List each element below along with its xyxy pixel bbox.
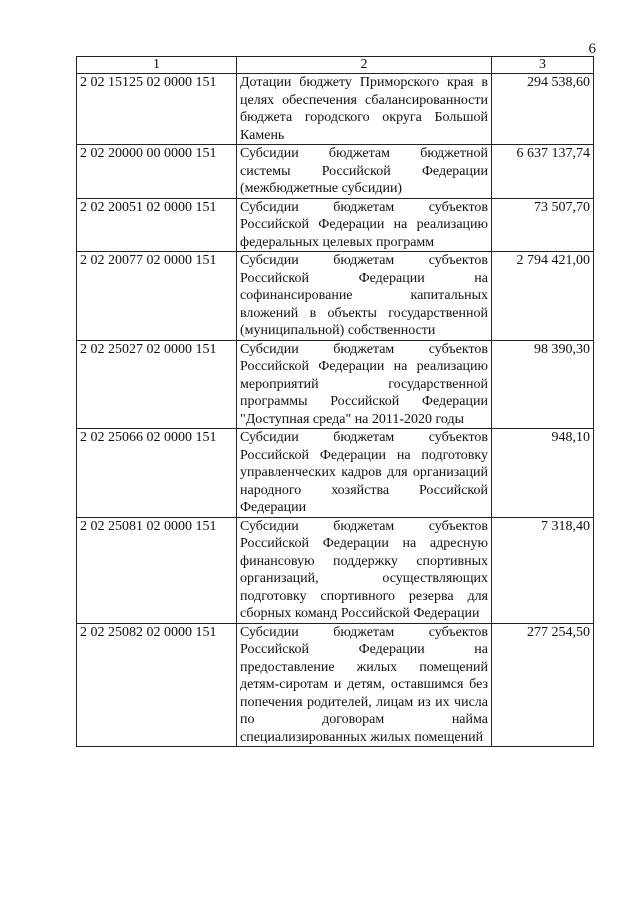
budget-code-cell: 2 02 20000 00 0000 151 bbox=[77, 145, 237, 199]
table-row bbox=[77, 74, 594, 145]
table-row bbox=[77, 198, 594, 252]
budget-code-cell: 2 02 20077 02 0000 151 bbox=[77, 252, 237, 341]
page-number: 6 bbox=[588, 41, 596, 57]
budget-code-cell: 2 02 25082 02 0000 151 bbox=[77, 623, 237, 747]
revenue-name-cell: Субсидии бюджетам субъектов Российской Федерации на подготовку управленческих кадров для организаций народного хозяйства Российской Федерации bbox=[237, 429, 492, 518]
table-row bbox=[77, 252, 594, 341]
amount-cell: 6 637 137,74 bbox=[492, 145, 594, 199]
table-row bbox=[77, 340, 594, 429]
budget-code-cell: 2 02 25027 02 0000 151 bbox=[77, 340, 237, 429]
column-header-name: 2 bbox=[237, 57, 492, 74]
revenue-name-cell: Субсидии бюджетам субъектов Российской Федерации на софинансирование капитальных вложений в объекты государственной (муниципальной) собственности bbox=[237, 252, 492, 341]
budget-code-cell: 2 02 25066 02 0000 151 bbox=[77, 429, 237, 518]
column-header-amount: 3 bbox=[492, 57, 594, 74]
table-row bbox=[77, 429, 594, 518]
column-header-code: 1 bbox=[77, 57, 237, 74]
amount-cell: 98 390,30 bbox=[492, 340, 594, 429]
amount-cell: 277 254,50 bbox=[492, 623, 594, 747]
table-row bbox=[77, 145, 594, 199]
budget-code-cell: 2 02 25081 02 0000 151 bbox=[77, 517, 237, 623]
budget-code-cell: 2 02 15125 02 0000 151 bbox=[77, 74, 237, 145]
budget-revenue-table bbox=[76, 56, 594, 747]
amount-cell: 948,10 bbox=[492, 429, 594, 518]
amount-cell: 73 507,70 bbox=[492, 198, 594, 252]
table-header-row bbox=[77, 57, 594, 74]
revenue-name-cell: Субсидии бюджетам субъектов Российской Федерации на реализацию федеральных целевых программ bbox=[237, 198, 492, 252]
amount-cell: 294 538,60 bbox=[492, 74, 594, 145]
revenue-name-cell: Субсидии бюджетам субъектов Российской Федерации на адресную финансовую поддержку спортивных организаций, осуществляющих подготовку спортивного резерва для сборных команд Российской Федерации bbox=[237, 517, 492, 623]
revenue-name-cell: Субсидии бюджетам субъектов Российской Федерации на реализацию мероприятий государственной программы Российской Федерации "Доступная среда" на 2011-2020 годы bbox=[237, 340, 492, 429]
amount-cell: 2 794 421,00 bbox=[492, 252, 594, 341]
revenue-name-cell: Субсидии бюджетам субъектов Российской Федерации на предоставление жилых помещений детям-сиротам и детям, оставшимся без попечения родителей, лицам из их числа по договорам найма специализированных жилых помещений bbox=[237, 623, 492, 747]
amount-cell: 7 318,40 bbox=[492, 517, 594, 623]
table-row bbox=[77, 517, 594, 623]
table-row bbox=[77, 623, 594, 747]
budget-code-cell: 2 02 20051 02 0000 151 bbox=[77, 198, 237, 252]
revenue-name-cell: Субсидии бюджетам бюджетной системы Российской Федерации (межбюджетные субсидии) bbox=[237, 145, 492, 199]
revenue-name-cell: Дотации бюджету Приморского края в целях обеспечения сбалансированности бюджета городского округа Большой Камень bbox=[237, 74, 492, 145]
